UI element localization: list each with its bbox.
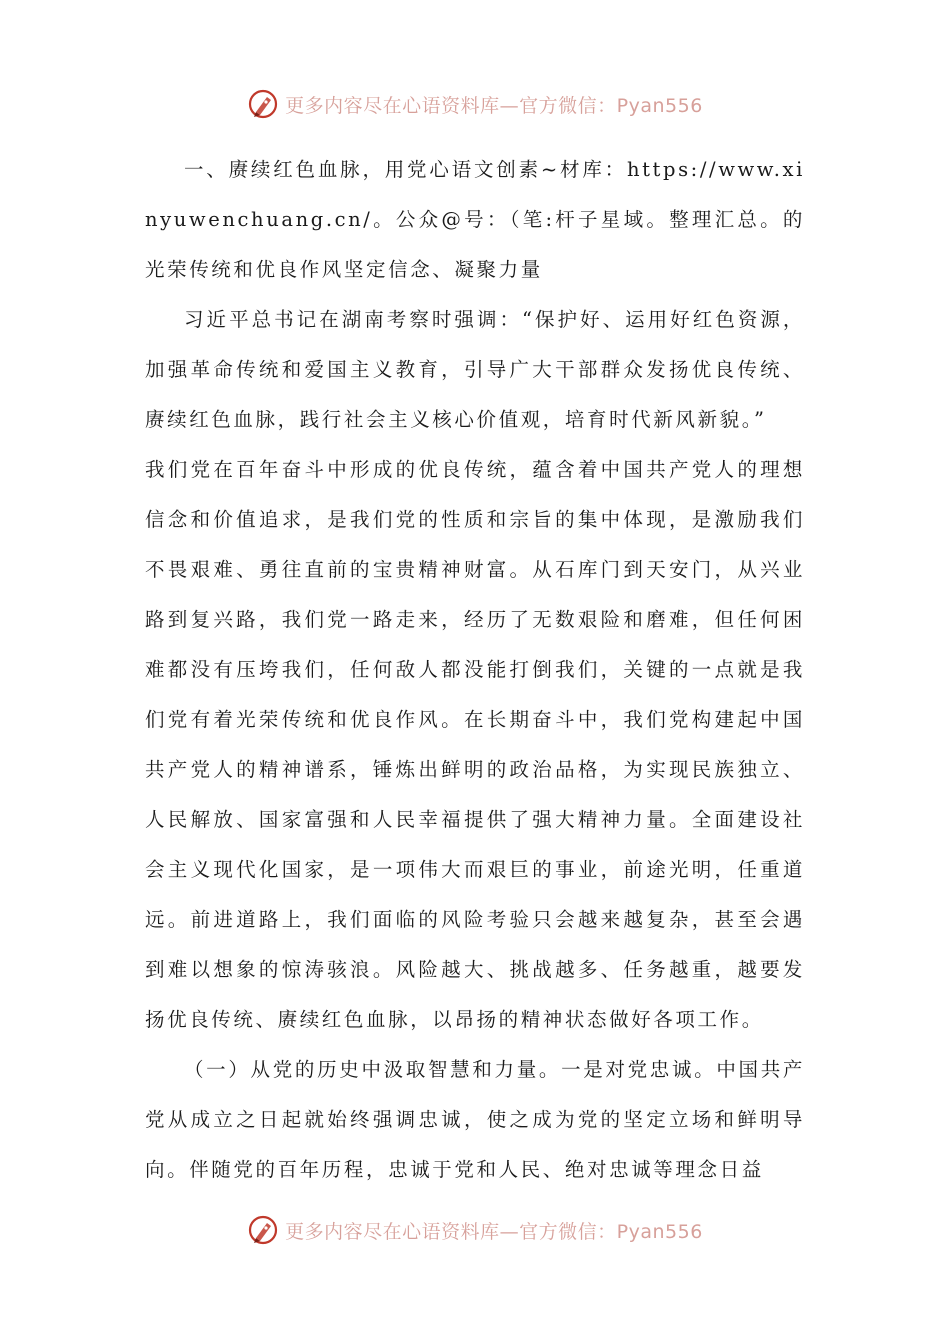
pen-nib-logo-icon	[247, 1214, 279, 1246]
footer-banner	[0, 1210, 950, 1250]
header-banner-text: 更多内容尽在心语资料库—官方微信：Pyan556	[285, 94, 703, 117]
pen-nib-logo-icon	[247, 88, 279, 120]
header-banner	[0, 84, 950, 124]
paragraph-heading: 一、赓续红色血脉，用党心语文创素~材库：https://www.xinyuwenchuang.cn/。公众@号：（笔:杆子星域。整理汇总。的光荣传统和优良作风坚定信念、凝聚力量	[145, 158, 805, 281]
paragraph-quote: 习近平总书记在湖南考察时强调：“保护好、运用好红色资源，加强革命传统和爱国主义教育，引导广大干部群众发扬优良传统、赓续红色血脉，践行社会主义核心价值观，培育时代新风新貌。”	[145, 308, 805, 431]
footer-wechat-id: Pyan556	[616, 1220, 703, 1243]
paragraph-main: 我们党在百年奋斗中形成的优良传统，蕴含着中国共产党人的理想信念和价值追求，是我们党的性质和宗旨的集中体现，是激励我们不畏艰难、勇往直前的宝贵精神财富。从石库门到天安门，从兴业路到复兴路，我们党一路走来，经历了无数艰险和磨难，但任何困难都没有压垮我们，任何敌人都没能打倒我们，关键的一点就是我们党有着光荣传统和优良作风。在长期奋斗中，我们党构建起中国共产党人的精神谱系，锤炼出鲜明的政治品格，为实现民族独立、人民解放、国家富强和人民幸福提供了强大精神力量。全面建设社会主义现代化国家，是一项伟大而艰巨的事业，前途光明，任重道远。前进道路上，我们面临的风险考验只会越来越复杂，甚至会遇到难以想象的惊涛骇浪。风险越大、挑战越多、任务越重，越要发扬优良传统、赓续红色血脉，以昂扬的精神状态做好各项工作。	[145, 458, 805, 1031]
document-body	[145, 145, 805, 1195]
footer-banner-text: 更多内容尽在心语资料库—官方微信：Pyan556	[285, 1220, 703, 1243]
header-wechat-id: Pyan556	[616, 94, 703, 117]
paragraph-subsection: （一）从党的历史中汲取智慧和力量。一是对党忠诚。中国共产党从成立之日起就始终强调忠诚，使之成为党的坚定立场和鲜明导向。伴随党的百年历程，忠诚于党和人民、绝对忠诚等理念日益	[145, 1058, 805, 1181]
